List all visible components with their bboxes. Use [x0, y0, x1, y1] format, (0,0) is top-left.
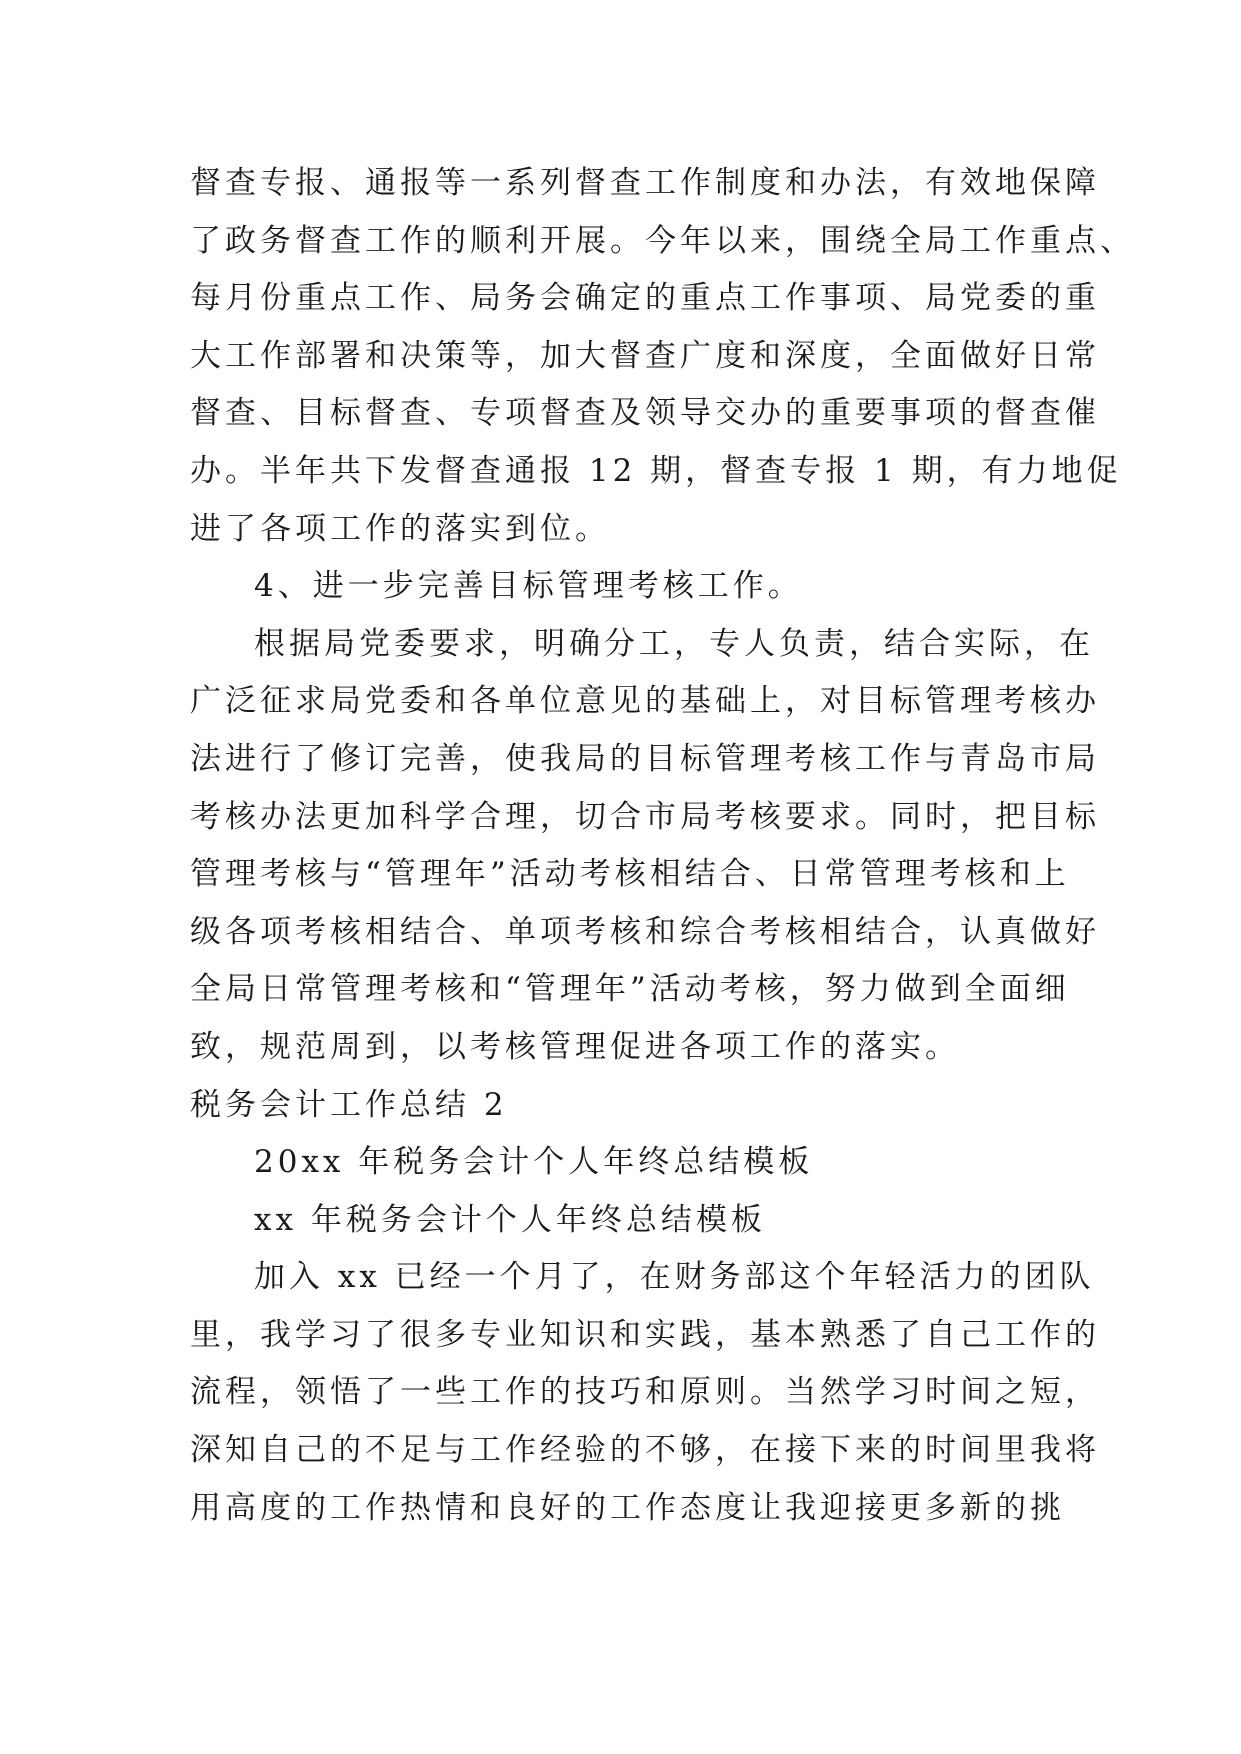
text-line: 考核办法更加科学合理，切合市局考核要求。同时，把目标: [190, 798, 1100, 835]
document-body: [190, 155, 1135, 1537]
text-line: 用高度的工作热情和良好的工作态度让我迎接更多新的挑: [190, 1489, 1065, 1526]
text-line: 20xx 年税务会计个人年终总结模板: [254, 1144, 814, 1181]
text-line: 全局日常管理考核和“管理年”活动考核，努力做到全面细: [190, 971, 1070, 1008]
text-line: 法进行了修订完善，使我局的目标管理考核工作与青岛市局: [190, 740, 1100, 777]
text-line: 级各项考核相结合、单项考核和综合考核相结合，认真做好: [190, 913, 1100, 950]
text-line: 进了各项工作的落实到位。: [190, 510, 610, 547]
text-line: 税务会计工作总结 2: [190, 1086, 508, 1123]
text-line: 深知自己的不足与工作经验的不够，在接下来的时间里我将: [190, 1432, 1100, 1469]
text-line: 督查专报、通报等一系列督查工作制度和办法，有效地保障: [190, 165, 1100, 201]
text-line: 办。半年共下发督查通报 12 期，督查专报 1 期，有力地促: [190, 452, 1122, 489]
text-line: 管理考核与“管理年”活动考核相结合、日常管理考核和上: [190, 856, 1070, 893]
text-line: 督查、目标督查、专项督查及领导交办的重要事项的督查催: [190, 395, 1100, 432]
text-line: xx 年税务会计个人年终总结模板: [254, 1201, 766, 1238]
text-line: 4、进一步完善目标管理考核工作。: [254, 568, 803, 605]
text-line: 致，规范周到，以考核管理促进各项工作的落实。: [190, 1028, 960, 1065]
text-line: 加入 xx 已经一个月了，在财务部这个年轻活力的团队: [254, 1259, 1095, 1296]
text-line: 了政务督查工作的顺利开展。今年以来，围绕全局工作重点、: [190, 222, 1135, 259]
text-line: 广泛征求局党委和各单位意见的基础上，对目标管理考核办: [190, 683, 1100, 720]
text-line: 里，我学习了很多专业知识和实践，基本熟悉了自己工作的: [190, 1316, 1100, 1353]
text-line: 每月份重点工作、局务会确定的重点工作事项、局党委的重: [190, 280, 1100, 317]
text-line: 流程，领悟了一些工作的技巧和原则。当然学习时间之短，: [190, 1374, 1100, 1411]
text-line: 大工作部署和决策等，加大督查广度和深度，全面做好日常: [190, 337, 1100, 374]
text-line: 根据局党委要求，明确分工，专人负责，结合实际，在: [254, 625, 1094, 662]
